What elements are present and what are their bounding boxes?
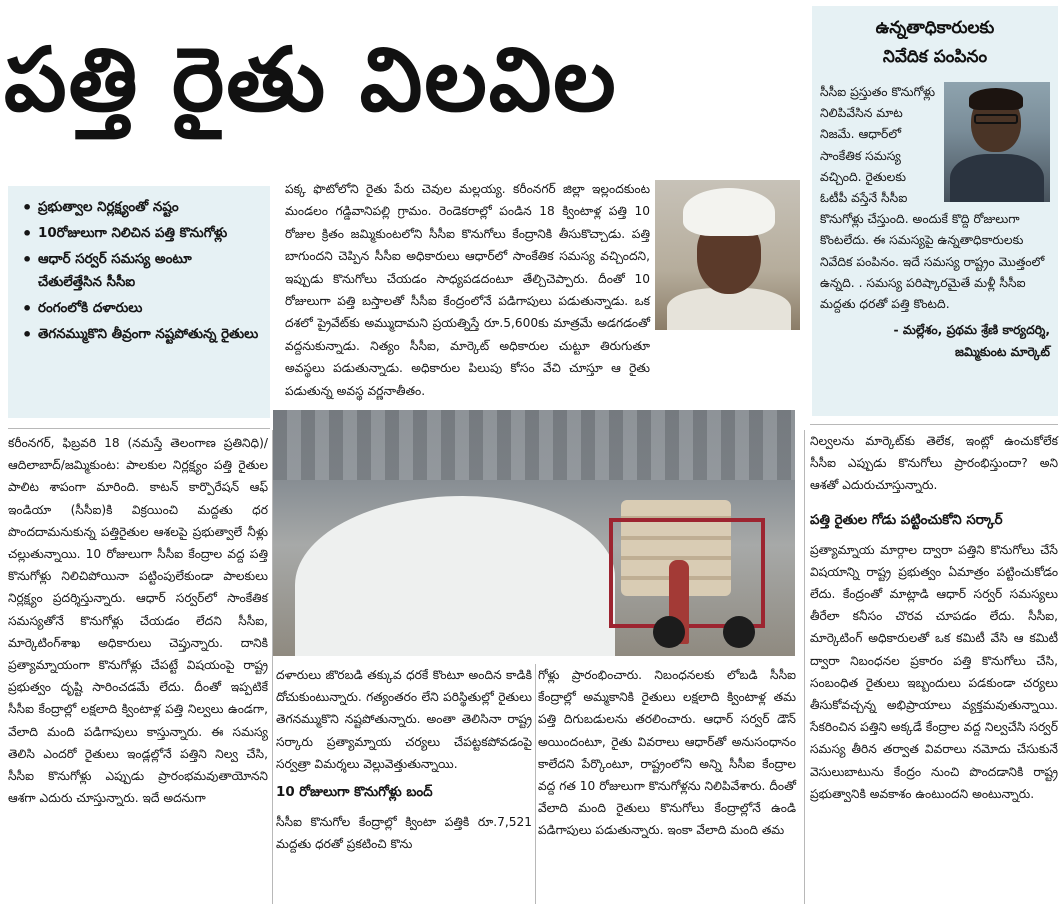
section-divider bbox=[810, 424, 1058, 425]
column-divider bbox=[535, 664, 536, 904]
highlights-box bbox=[8, 186, 270, 418]
column-divider bbox=[272, 430, 273, 904]
section-divider bbox=[8, 428, 270, 429]
quote-box-title-line1: ఉన్నతాధికారులకు bbox=[875, 18, 995, 38]
article-column-1 bbox=[8, 432, 268, 902]
farmer-portrait-photo bbox=[655, 180, 800, 330]
subheading-govt-ignores-farmers: పత్తి రైతుల గోడు పట్టించుకోని సర్కార్ bbox=[810, 512, 1003, 528]
highlight-item: • ప్రభుత్వాల నిర్లక్ష్యంతో నష్టం bbox=[20, 196, 260, 219]
column-divider bbox=[804, 430, 805, 904]
official-quote-text: సీసీఐ ప్రస్తుతం కొనుగోళ్లు నిలిపివేసిన మాట నిజమే. ఆధార్‌లో సాంకేతిక సమస్య వచ్చింది. రైతులకు ఓటీపీ వస్తేనే సీసీఐ కొనుగోళ్లు చేస్తుంది. అందుకే కొద్ది రోజులుగా కొంటలేదు. ఈ సమస్యపై ఉన్నతాధికారులకు నివేదిక పంపినం. ఇదే సమస్య రాష్ట్రం మొత్తంలో ఉన్నది. . సమస్య పరిష్కారమైతే మళ్లీ సీసీఐ మద్దతు ధరతో పత్తి కొంటది. bbox=[820, 85, 1045, 312]
article-paragraph: కరీంనగర్, ఫిబ్రవరి 18 (నమస్తే తెలంగాణ ప్రతినిధి)/ఆదిలాబాద్/జమ్మికుంట: పాలకుల నిర్లక్ష్యం పత్తి రైతుల పాలిట శాపంగా మారింది. కాటన్ కార్పొరేషన్ ఆఫ్ ఇండియా (సీసీఐ)కి విక్రయించి మద్దతు ధర పొందదామనుకున్న పత్తిరైతుల ఆశలపై ప్రభుత్వాలే నీళ్లు చల్లుతున్నాయి. 10 రోజులుగా సీసీఐ కేంద్రాల వద్ద పత్తి కొనుగోళ్లు నిలిచిపోయినా పట్టింపులేకుండా పాలకులు నిర్లక్ష్యం ప్రదర్శిస్తున్నారు. ఆధార్ సర్వర్‌లో సాంకేతిక సమస్యతోనే కొనుగోళ్లు చేయడం లేదని సీసీఐ, మార్కెటింగ్‌శాఖ అధికారులు చెప్తున్నారు. దానికి ప్రత్యామ్నాయంగా కొనుగోళ్లు చేపట్టే విషయంపై రాష్ట్ర ప్రభుత్వం దృష్టి సారించడమే లేదు. దీంతో ఇప్పటికే సీసీఐ కేంద్రాల్లో లక్షలాది క్వింటాళ్ల పత్తి నిల్వలు ఉండగా, వేలాది మంది పడిగాపులు కాస్తున్నారు. ఈ సమస్య తెలిసి ఎందరో రైతులు ఇండ్లల్లోనే పత్తిని నిల్వ చేసి, సీసీఐ కొనుగోళ్లు ఎప్పుడు ప్రారంభమవుతాయోనని ఆశగా ఎదురు చూస్తున్నారు. ఇదే అదనుగా bbox=[8, 436, 268, 806]
quote-box-title-line2: నివేదిక పంపినం bbox=[882, 47, 988, 67]
official-portrait-photo bbox=[944, 82, 1050, 202]
highlight-item: • 10రోజులుగా నిలిచిన పత్తి కొనుగోళ్లు bbox=[20, 222, 260, 245]
article-column-2 bbox=[276, 664, 532, 904]
official-quote-box bbox=[812, 6, 1058, 416]
quote-attribution-line1: - మల్లేశం, ప్రథమ శ్రేణి కార్యదర్శి, bbox=[893, 323, 1050, 338]
farmer-story-caption: పక్క ఫొటోలోని రైతు పేరు చెవుల మల్లయ్య. కరీంనగర్ జిల్లా ఇల్లందకుంట మండలం గడ్డివానిపల్లి గ్రామం. రెండెకరాల్లో పండిన 18 క్వింటాళ్ల పత్తి 10 రోజుల క్రితం జమ్మికుంటలోని సీసీఐ కొనుగోలు కేంద్రానికి తీసుకొచ్చాడు. పత్తి బాగుందని చెప్పిన సీసీఐ అధికారులు ఆధార్‌లో సాంకేతిక సమస్య వచ్చిందని, ఇప్పుడు కొనుగోలు చేయడం సాధ్యపడదంటూ తేల్చిచెప్పారు. దీంతో 10 రోజులుగా పత్తి బస్తాలతో సీసీఐ కేంద్రంలోనే పడిగాపులు పడుతున్నాడు. ఒక దశలో ప్రైవేట్‌కు అమ్ముదామని ప్రయత్నిస్తే రూ.5,600కు మాత్రమే అడగడంతో వద్దనుకున్నాడు. నిత్యం సీసీఐ, మార్కెట్ అధికారుల చుట్టూ తిరుగుతూ అవస్థలు పడుతున్నాడు. అధికారుల పిలుపు కోసం వేచి చూస్తూ ఆ రైతు పడుతున్న అవస్థ వర్ణనాతీతం. bbox=[285, 182, 650, 398]
article-paragraph: నిల్వలను మార్కెట్‌కు తెలేక, ఇంట్లో ఉంచుకోలేక సీసీఐ ఎప్పుడు కొనుగోలు ప్రారంభిస్తుందా? అని ఆశతో ఎదురుచూస్తున్నారు. bbox=[810, 434, 1058, 493]
highlight-item: • ఆధార్ సర్వర్ సమస్య అంటూ చేతులేత్తేసిన సీసీఐ bbox=[20, 248, 260, 294]
article-paragraph: ప్రత్యామ్నాయ మార్గాల ద్వారా పత్తిని కొనుగోలు చేసే విషయాన్ని రాష్ట్ర ప్రభుత్వం ఏమాత్రం పట్టించుకోడం లేదు. కేంద్రంతో మాట్లాడి ఆధార్ సర్వర్ సమస్యలు తీరేలా కనీసం చొరవ చూపడం లేదు. సీసీఐ, మార్కెటింగ్ అధికారులతో ఒక కమిటీ వేసి ఆ కమిటీ ద్వారా నిబంధనల ప్రకారం పత్తి కొనుగోలు చేసి, సంబంధిత రైతులు ఇబ్బందులు పడకుండా చర్యలు తీసుకోవచ్చన్న అభిప్రాయాలు వ్యక్తమవుతున్నాయి. సేకరించిన పత్తిని అక్కడే కేంద్రాల వద్ద నిల్వచేసి సర్వర్ సమస్య తీరిన తర్వాత వివరాలు నమోదు చేసుకునే వెసులుబాటును కేంద్రం నుంచి పొందడానికి రాష్ట్ర ప్రభుత్వానికి అవకాశం ఉంటుందని అంటున్నారు. bbox=[810, 542, 1058, 801]
subheading-purchases-halted: 10 రోజులుగా కొనుగోళ్లు బంద్ bbox=[276, 785, 433, 801]
article-column-3 bbox=[538, 664, 796, 904]
highlight-item: • తెగనమ్ముకొని తీవ్రంగా నష్టపోతున్న రైతులు bbox=[20, 323, 260, 346]
article-paragraph: గోళ్లు ప్రారంభించారు. నిబంధనలకు లోబడి సీసీఐ కేంద్రాల్లో అమ్మకానికి రైతులు లక్షలాది క్వింటాళ్ల తమ పత్తి దిగుబడులను తరలించారు. ఆధార్ సర్వర్ డౌన్ అయిందంటూ, రైతు వివరాలు ఆధార్‌తో అనుసంధానం కాలేదని పేర్కొంటూ, రాష్ట్రంలోని అన్ని సీసీఐ కేంద్రాల వద్ద గత 10 రోజులుగా కొనుగోళ్లను నిలిపివేశారు. దీంతో వేలాది మంది రైతులు కొనుగోలు కేంద్రాల్లోనే ఉండి పడిగాపులు పడుతున్నారు. ఇంకా వేలాది మంది తమ bbox=[538, 668, 796, 838]
article-paragraph: దళారులు జొరబడి తక్కువ ధరకే కొంటూ అందిన కాడికి దోచుకుంటున్నారు. గత్యంతరం లేని పరిస్థితుల్లో రైతులు తెగనమ్ముకొని నష్టపోతున్నారు. అంతా తెలిసినా రాష్ట్ర సర్కారు ప్రత్యామ్నాయ చర్యలు చేపట్టకపోవడంపై సర్వత్రా విమర్శలు వెల్లువెత్తుతున్నాయి. bbox=[276, 668, 532, 771]
article-paragraph: సీసీఐ కొనుగోల కేంద్రాల్లో క్వింటా పత్తికి రూ.7,521 మద్దతు ధరతో ప్రకటించి కొను bbox=[276, 815, 532, 852]
highlight-item: • రంగంలోకి దళారులు bbox=[20, 297, 260, 320]
cotton-heap-photo bbox=[273, 410, 795, 656]
headline: పత్తి రైతు విలవిల bbox=[4, 28, 618, 131]
article-column-4 bbox=[810, 430, 1058, 902]
quote-attribution-line2: జమ్మికుంట మార్కెట్ bbox=[955, 345, 1050, 360]
